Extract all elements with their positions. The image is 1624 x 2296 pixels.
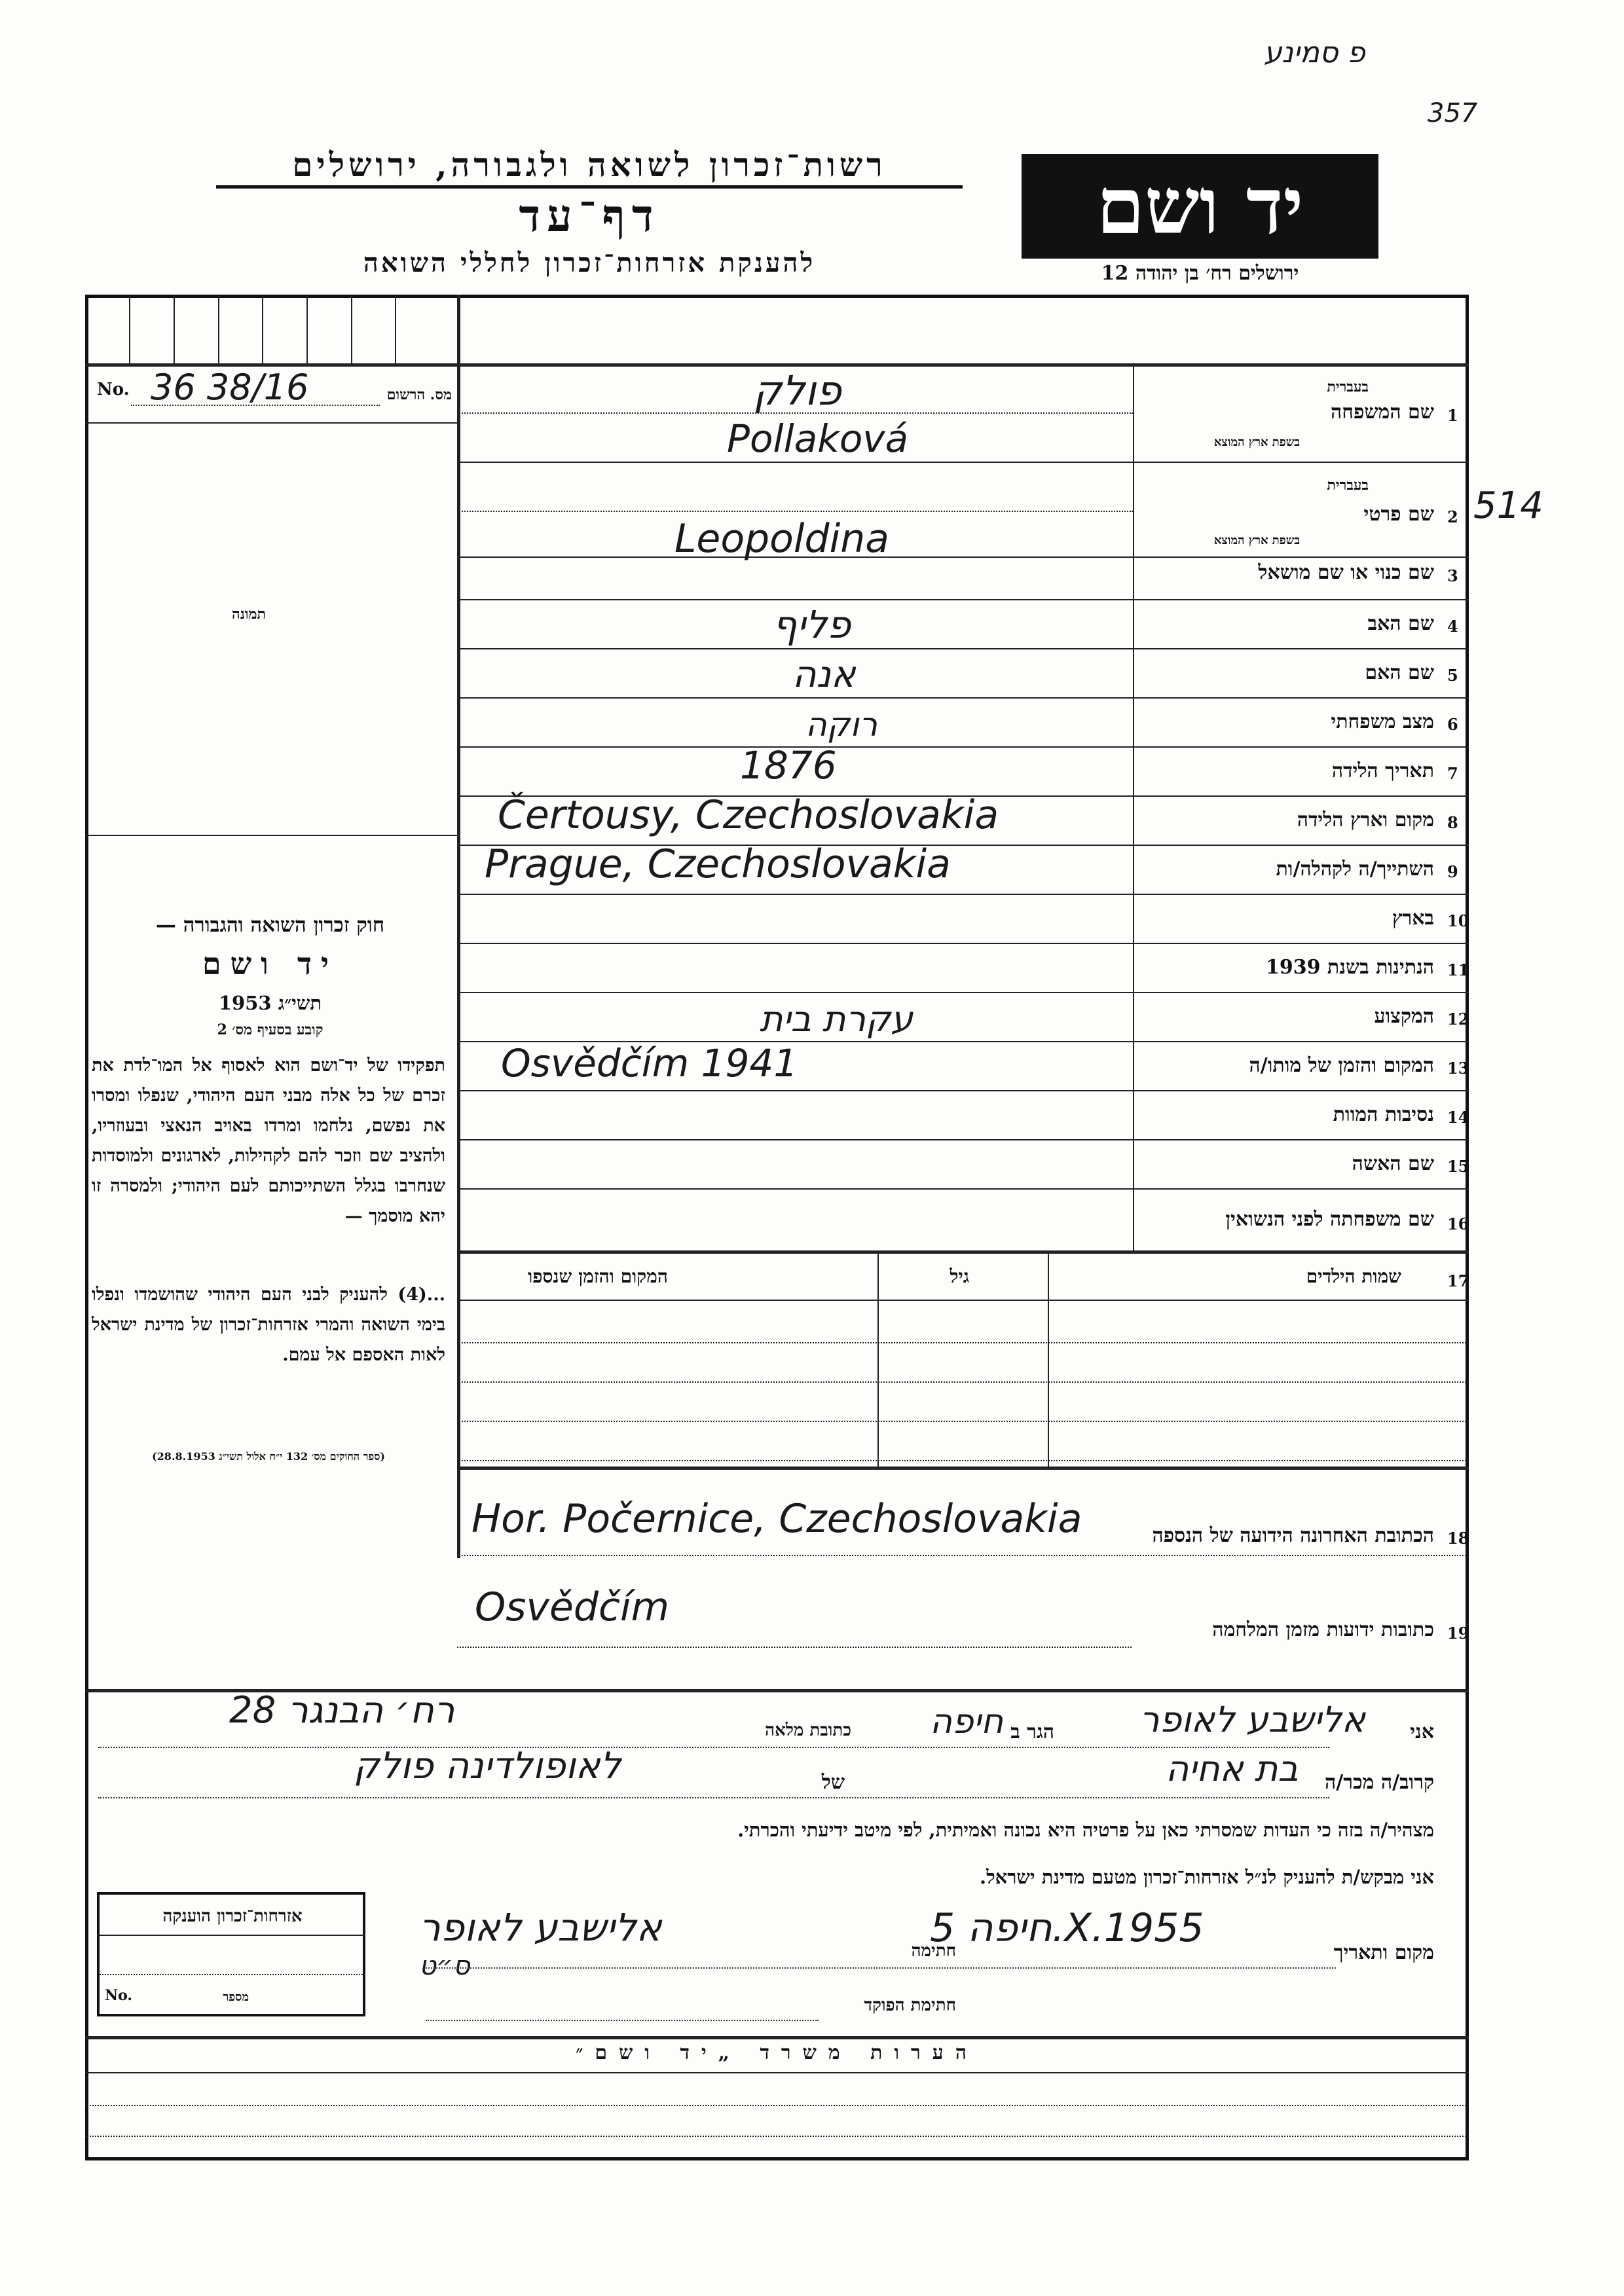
children-col-divider (1048, 1250, 1049, 1467)
row-line (457, 462, 1469, 463)
field-10-num: 10 (1447, 911, 1469, 930)
field-19-num: 19 (1447, 1624, 1469, 1643)
field-8-value[interactable]: Čertousy, Czechoslovakia (498, 792, 999, 838)
field-2-label: שם פרטי (1363, 503, 1434, 526)
law-paragraph-2: ...(4) להעניק לבני העם היהודי שהושמדו ונפלו בימי השואה והמרי אזרחות־זכרון של מדינת ישראל לאות האספם אל עמם. (92, 1285, 445, 1365)
corner-note: פ סמינע (1264, 36, 1365, 69)
children-line (457, 1342, 1469, 1343)
field-11-num: 11 (1447, 960, 1469, 979)
law-title: חוק זכרון השואה והגבורה — (155, 913, 385, 937)
field-15-label: שם האשה (1352, 1152, 1434, 1175)
law-clause: קובע בסעיף מס׳ 2 (217, 1021, 323, 1038)
field-11-label: הנתינות בשנת 1939 (1265, 956, 1434, 979)
remarks-line (85, 2136, 1469, 2137)
children-line (457, 1460, 1469, 1461)
field-1-value-latin[interactable]: Pollaková (727, 416, 909, 461)
field-1-value-hebrew[interactable]: פולק (753, 367, 841, 414)
children-line (457, 1381, 1469, 1383)
field-13-label: המקום והזמן של מותו/ה (1249, 1054, 1434, 1077)
row-line (457, 556, 1469, 558)
field-16-num: 16 (1447, 1214, 1469, 1233)
decl-of-label: של (821, 1771, 845, 1794)
field-6-value[interactable]: רוקה (805, 706, 877, 744)
decl-address-label: כתובת מלאה (765, 1721, 851, 1740)
field-6-label: מצב משפחתי (1331, 710, 1434, 733)
field-13-value[interactable]: Osvědčím 1941 (501, 1041, 798, 1085)
field-14-num: 14 (1447, 1108, 1469, 1127)
row-line (457, 599, 1469, 600)
reg-label: מס. הרשום (386, 386, 452, 403)
decl-ani: אני (1410, 1721, 1434, 1743)
declarant-relation[interactable]: בת אחיה (1166, 1748, 1299, 1789)
label-column-divider (1133, 363, 1134, 1250)
field-3-num: 3 (1447, 566, 1458, 585)
field-8-num: 8 (1447, 813, 1458, 832)
field-18-label: הכתובת האחרונה הידועה של הנספה (1152, 1524, 1434, 1547)
row-line (457, 1250, 1469, 1254)
children-col-age: גיל (950, 1266, 969, 1287)
field-9-label: השתייך/ה לקהלה/ות (1276, 858, 1434, 881)
remarks-line (85, 2072, 1469, 2073)
decl-request: אני מבקש/ת להעניק לנ״ל אזרחות־זכרון מטעם מדינת ישראל. (980, 1866, 1434, 1888)
declarant-of-name[interactable]: לאופולדינה פולק (354, 1745, 621, 1787)
children-line (457, 1300, 1469, 1301)
field-18-value[interactable]: Hor. Počernice, Czechoslovakia (471, 1496, 1082, 1542)
field-10-label: בארץ (1392, 907, 1434, 930)
law-paragraph-1: תפקידו של יד־ושם הוא לאסוף אל המו־לדת את זכרם של כל אלה מבני העם היהודי, שנפלו ומסרו את נפשם, נלחמו ומרדו באויב הנאצי ובעוזריו, ולהציב שם וזכר להם לקהילות, לארגונים ולמוסדות שנחרבו בגלל השתייכותם לעם היהודי; ולמסרה זו יהא מוסמך — (92, 1055, 445, 1226)
field-7-label: תאריך הלידה (1331, 759, 1434, 782)
field-19-value[interactable]: Osvědčím (475, 1584, 670, 1630)
field-4-num: 4 (1447, 617, 1458, 636)
citizenship-box-title: אזרחות־זכרון הוענקה (162, 1906, 303, 1926)
strip-cell-line (395, 295, 396, 363)
decl-line-2 (98, 1797, 1329, 1798)
row-line (457, 943, 1469, 944)
remarks-title: הערות משרד „יד ושם״ (575, 2041, 979, 2064)
row-line (457, 1139, 1469, 1140)
field-12-num: 12 (1447, 1010, 1469, 1029)
row-line (457, 697, 1469, 699)
official-line (426, 2020, 819, 2021)
field-12-value[interactable]: עקרת בית (760, 998, 913, 1040)
field-4-label: שם האב (1367, 612, 1434, 635)
declarant-address[interactable]: רח׳ הבנגר 28 (229, 1689, 455, 1732)
strip-cell-line (218, 295, 219, 363)
field-18-num: 18 (1447, 1529, 1469, 1548)
decl-line-3 (426, 1967, 1336, 1969)
children-num: 17 (1447, 1271, 1469, 1290)
addr-line (457, 1555, 1469, 1556)
field-13-num: 13 (1447, 1059, 1469, 1078)
field-2-value-latin[interactable]: Leopoldina (674, 516, 890, 562)
yad-vashem-logo: יד ושם (1022, 154, 1378, 259)
photo-label: תמונה (232, 606, 266, 623)
law-year: תשי״ג 1953 (218, 992, 322, 1014)
strip-cell-line (129, 295, 130, 363)
left-column-divider (457, 295, 460, 1558)
decl-statement: מצהיר/ה בזה כי העדות שמסרתי כאן על פרטיה היא נכונה ואמיתית, לפי מיטב ידיעתי והכרתי. (737, 1819, 1434, 1841)
field-3-label: שם כנוי או שם מושאל (1258, 561, 1434, 584)
field-16-label: שם משפחתה לפני הנשואין (1225, 1208, 1434, 1231)
strip-cell-line (174, 295, 175, 363)
strip-cell-line (306, 295, 308, 363)
declarant-signature[interactable]: אלישבע לאופר (419, 1905, 662, 1950)
row-line (457, 894, 1469, 895)
field-2-sub-bottom: בשפת ארץ המוצא (1213, 534, 1300, 547)
field-9-value[interactable]: Prague, Czechoslovakia (485, 841, 951, 887)
field-1-sub-top: בעברית (1327, 378, 1369, 395)
children-col-names: שמות הילדים (1306, 1266, 1401, 1287)
addr-line (457, 1647, 1132, 1648)
row-line (457, 746, 1469, 748)
row-line (457, 1090, 1469, 1091)
field-2-sub-top: בעברית (1327, 477, 1369, 494)
law-name: יד ושם (202, 946, 339, 981)
declarant-place-date[interactable]: חיפה 5.X.1955 (930, 1905, 1204, 1951)
reg-prefix: No. (97, 380, 130, 399)
official-initials: ס״ט (419, 1951, 470, 1981)
field-4-value[interactable]: פליף (773, 602, 851, 647)
field-2-num: 2 (1447, 507, 1458, 526)
decl-line-1 (98, 1747, 1329, 1748)
field-9-num: 9 (1447, 862, 1458, 881)
strip-cell-line (351, 295, 352, 363)
inner-line (457, 511, 1133, 512)
row-line (457, 648, 1469, 649)
children-bottom (457, 1467, 1469, 1470)
margin-mark: 514 (1473, 484, 1543, 527)
decl-signature-label: חתימה (911, 1941, 956, 1961)
reg-divider (85, 422, 457, 424)
children-line (457, 1421, 1469, 1422)
form-subtitle: להענקת אזרחות־זכרון לחללי השואה (363, 247, 816, 278)
field-7-num: 7 (1447, 764, 1458, 783)
decl-resides: הגר ב (1010, 1721, 1054, 1743)
header-address: ירושלים רח׳ בן יהודה 12 (1101, 262, 1299, 285)
field-12-label: המקצוע (1374, 1005, 1434, 1028)
field-1-num: 1 (1447, 406, 1458, 425)
remarks-line (85, 2105, 1469, 2106)
corner-code: 357 (1428, 98, 1478, 128)
field-6-num: 6 (1447, 715, 1458, 734)
citizenship-box-divider (97, 1935, 365, 1936)
field-14-label: נסיבות המוות (1333, 1103, 1434, 1126)
declarant-name[interactable]: אלישבע לאופר (1139, 1699, 1366, 1740)
children-col-place: המקום והזמן שנספו (528, 1266, 668, 1287)
registration-number[interactable]: 36 38/16 (151, 367, 309, 408)
citizenship-box-no: No. (105, 1987, 133, 2004)
children-col-divider (877, 1250, 879, 1467)
photo-divider (85, 835, 457, 836)
field-15-num: 15 (1447, 1157, 1469, 1176)
field-1-sub-bottom: בשפת ארץ המוצא (1213, 435, 1300, 449)
law-citation: (ספר החוקים מס׳ 132 י״ח אלול תשי״ג 28.8.1953) (152, 1450, 385, 1463)
field-5-num: 5 (1447, 666, 1458, 685)
row-line (457, 992, 1469, 993)
strip-cell-line (262, 295, 263, 363)
authority-title: רשות־זכרון לשואה ולגבורה, ירושלים (216, 145, 963, 189)
field-8-label: מקום וארץ הלידה (1297, 809, 1434, 831)
official-signature-label: חתימת הפוקד (864, 1995, 956, 2015)
remarks-top-line (85, 2036, 1469, 2039)
citizenship-box-line (97, 1974, 365, 1975)
decl-relative-label: קרוב/ה מכר/ה (1325, 1771, 1434, 1794)
form-title: דף־עד (519, 190, 660, 242)
field-5-value[interactable]: אנה (792, 653, 856, 696)
field-1-label: שם המשפחה (1330, 401, 1434, 424)
field-5-label: שם האם (1365, 661, 1434, 684)
decl-place-date-label: מקום ותאריך (1333, 1941, 1434, 1964)
field-7-value[interactable]: 1876 (740, 743, 837, 788)
declarant-city[interactable]: חיפה (930, 1702, 1004, 1741)
row-line (457, 1188, 1469, 1190)
citizenship-box-number-label: מספר (223, 1990, 249, 2004)
field-19-label: כתובות ידועות מזמן המלחמה (1212, 1618, 1434, 1641)
